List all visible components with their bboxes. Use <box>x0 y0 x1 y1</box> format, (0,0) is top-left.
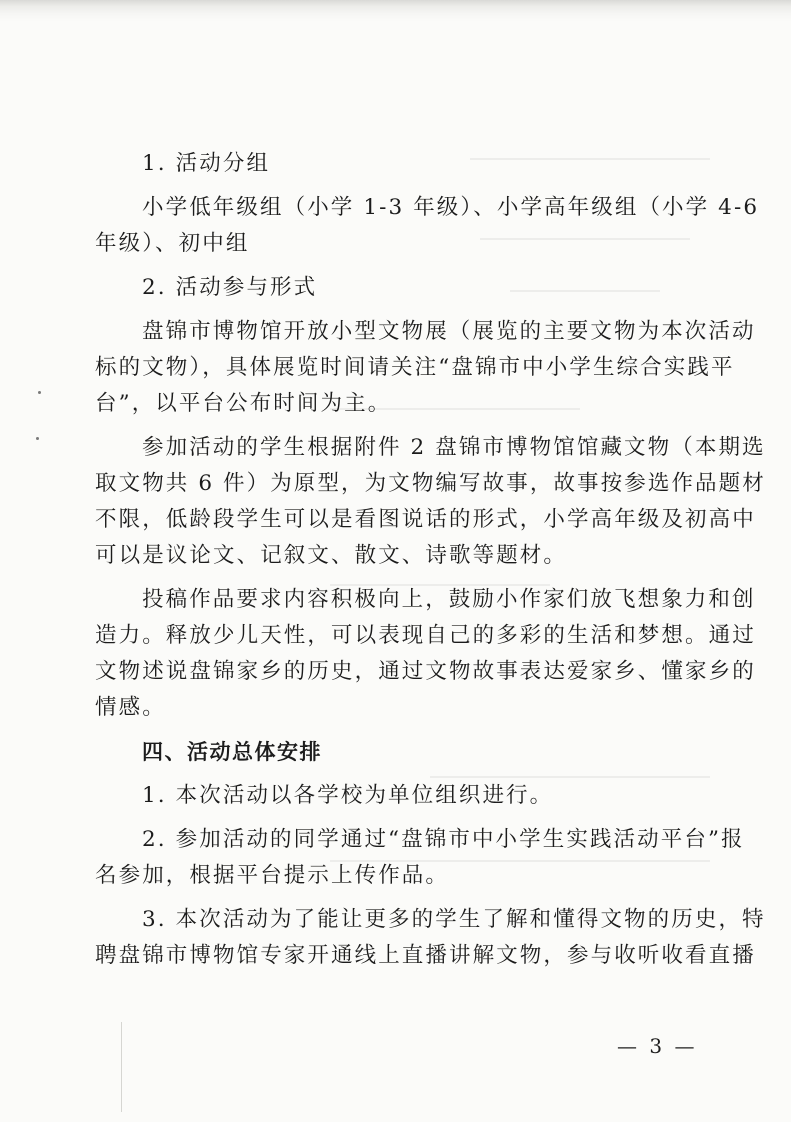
text-line: 3. 本次活动为了能让更多的学生了解和懂得文物的历史，特 <box>142 907 766 932</box>
paragraph <box>95 190 760 262</box>
text-line: 1. 本次活动以各学校为单位组织进行。 <box>142 783 554 808</box>
paragraph <box>95 778 695 814</box>
paragraph <box>95 822 745 894</box>
text-line: 文物述说盘锦家乡的历史，通过文物故事表达爱家乡、懂家乡的 <box>95 659 756 684</box>
binding-hole-mark <box>38 391 41 394</box>
section-heading <box>95 734 695 770</box>
paragraph <box>95 902 766 974</box>
paragraph <box>95 314 756 422</box>
text-line: 年级）、初中组 <box>95 231 250 256</box>
text-line: 取文物共 6 件）为原型，为文物编写故事，故事按参选作品题材 <box>95 471 766 496</box>
text-line: 投稿作品要求内容积极向上，鼓励小作家们放飞想象力和创 <box>142 587 756 612</box>
scan-margin-line <box>121 1022 122 1112</box>
text-line: 情感。 <box>95 695 166 720</box>
subsection-title <box>95 146 695 182</box>
text-line: 可以是议论文、记叙文、散文、诗歌等题材。 <box>95 543 568 568</box>
text-line: 2. 活动参与形式 <box>142 275 318 300</box>
text-line: 标的文物），具体展览时间请关注“盘锦市中小学生综合实践平 <box>95 355 735 380</box>
text-line: 四、活动总体安排 <box>142 740 322 764</box>
document-body <box>95 146 766 982</box>
text-line: 名参加，根据平台提示上传作品。 <box>95 863 450 888</box>
subsection-title <box>95 270 695 306</box>
text-line: 不限，低龄段学生可以是看图说话的形式，小学高年级及初高中 <box>95 507 756 532</box>
text-line: 聘盘锦市博物馆专家开通线上直播讲解文物，参与收听收看直播 <box>95 943 756 968</box>
text-line: 1. 活动分组 <box>142 151 271 176</box>
text-line: 参加活动的学生根据附件 2 盘锦市博物馆馆藏文物（本期选 <box>142 435 766 460</box>
text-line: 台”，以平台公布时间为主。 <box>95 391 392 416</box>
page-number: — 3 — <box>617 1034 698 1058</box>
text-line: 小学低年级组（小学 1-3 年级）、小学高年级组（小学 4-6 <box>142 195 760 220</box>
text-line: 造力。释放少儿天性，可以表现自己的多彩的生活和梦想。通过 <box>95 623 756 648</box>
binding-hole-mark <box>36 437 39 440</box>
text-line: 2. 参加活动的同学通过“盘锦市中小学生实践活动平台”报 <box>142 827 745 852</box>
paragraph <box>95 430 766 574</box>
paragraph <box>95 582 756 726</box>
scan-edge-shadow <box>0 0 791 22</box>
text-line: 盘锦市博物馆开放小型文物展（展览的主要文物为本次活动 <box>142 319 756 344</box>
